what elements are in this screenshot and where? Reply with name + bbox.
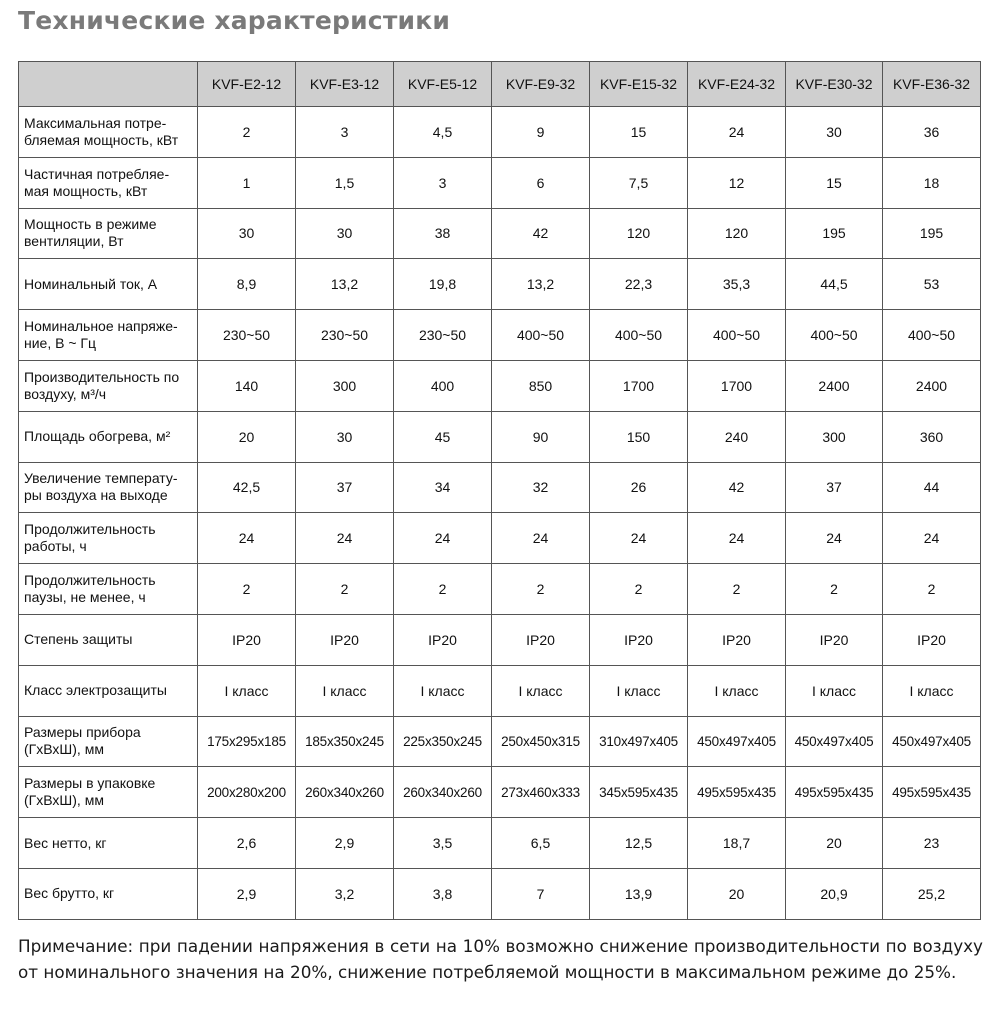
table-cell: 240 [688,411,786,462]
table-row [19,360,981,411]
table-cell: 1700 [590,360,688,411]
table-cell: 450x497x405 [786,716,883,767]
table-cell: I класс [590,665,688,716]
table-cell: 2 [786,564,883,615]
table-cell: 400 [394,360,492,411]
row-label: Номинальный ток, А [19,259,198,310]
table-cell: 495x595x435 [883,767,981,818]
table-cell: 1 [198,157,296,208]
table-cell: 26 [590,462,688,513]
table-cell: 8,9 [198,259,296,310]
table-cell: 7 [492,868,590,919]
table-row [19,665,981,716]
table-cell: 36 [883,107,981,158]
table-cell: 24 [198,513,296,564]
table-cell: 30 [198,208,296,259]
table-cell: 44,5 [786,259,883,310]
table-cell: 400~50 [688,310,786,361]
table-row [19,767,981,818]
table-cell: 2400 [883,360,981,411]
table-cell: 13,2 [492,259,590,310]
table-cell: 24 [296,513,394,564]
table-row [19,818,981,869]
table-cell: 12,5 [590,818,688,869]
table-cell: 1700 [688,360,786,411]
table-cell: 18 [883,157,981,208]
table-cell: 400~50 [883,310,981,361]
table-cell: 24 [394,513,492,564]
table-cell: 24 [883,513,981,564]
table-cell: 38 [394,208,492,259]
table-cell: 30 [296,208,394,259]
table-cell: 4,5 [394,107,492,158]
table-cell: 3,5 [394,818,492,869]
table-cell: 3,8 [394,868,492,919]
table-cell: I класс [786,665,883,716]
specifications-table [18,61,981,920]
table-cell: 345x595x435 [590,767,688,818]
table-cell: 2 [492,564,590,615]
table-cell: 3 [394,157,492,208]
table-cell: 15 [786,157,883,208]
table-cell: 34 [394,462,492,513]
table-row [19,614,981,665]
table-cell: 2400 [786,360,883,411]
row-label: Класс электрозащиты [19,665,198,716]
table-cell: 15 [590,107,688,158]
table-cell: 20,9 [786,868,883,919]
table-cell: 185x350x245 [296,716,394,767]
table-cell: 3,2 [296,868,394,919]
table-row [19,868,981,919]
table-cell: 35,3 [688,259,786,310]
table-cell: 12 [688,157,786,208]
table-cell: IP20 [786,614,883,665]
table-cell: 24 [786,513,883,564]
table-cell: 150 [590,411,688,462]
row-label: Мощность в режиме вентиляции, Вт [19,208,198,259]
table-cell: 400~50 [590,310,688,361]
column-header-model: KVF-E30-32 [786,62,883,107]
table-cell: 230~50 [198,310,296,361]
table-row [19,513,981,564]
table-cell: 24 [590,513,688,564]
table-cell: 6,5 [492,818,590,869]
table-cell: 495x595x435 [786,767,883,818]
table-cell: I класс [296,665,394,716]
table-cell: 1,5 [296,157,394,208]
table-cell: 850 [492,360,590,411]
row-label: Номинальное напряже- ние, В ~ Гц [19,310,198,361]
table-cell: 2,6 [198,818,296,869]
table-cell: 13,9 [590,868,688,919]
table-row [19,259,981,310]
table-cell: 42 [688,462,786,513]
table-cell: 24 [688,107,786,158]
table-cell: 2 [198,564,296,615]
row-label: Вес брутто, кг [19,868,198,919]
table-row [19,716,981,767]
table-row [19,564,981,615]
column-header-model: KVF-E15-32 [590,62,688,107]
table-cell: 450x497x405 [688,716,786,767]
table-cell: 13,2 [296,259,394,310]
table-cell: I класс [883,665,981,716]
row-label: Продолжительность работы, ч [19,513,198,564]
table-cell: IP20 [883,614,981,665]
table-cell: 200x280x200 [198,767,296,818]
table-cell: 400~50 [786,310,883,361]
table-cell: 120 [590,208,688,259]
table-cell: 2 [688,564,786,615]
table-cell: 225x350x245 [394,716,492,767]
table-cell: 30 [786,107,883,158]
table-cell: IP20 [492,614,590,665]
row-label: Продолжительность паузы, не менее, ч [19,564,198,615]
table-cell: IP20 [590,614,688,665]
row-label: Частичная потребляе- мая мощность, кВт [19,157,198,208]
table-cell: I класс [394,665,492,716]
table-cell: 2,9 [198,868,296,919]
row-label: Максимальная потре- бляемая мощность, кВт [19,107,198,158]
table-cell: 19,8 [394,259,492,310]
table-row [19,157,981,208]
table-cell: IP20 [394,614,492,665]
column-header-model: KVF-E2-12 [198,62,296,107]
table-header-row [19,62,981,107]
table-cell: I класс [688,665,786,716]
table-cell: IP20 [296,614,394,665]
table-cell: 2,9 [296,818,394,869]
table-cell: 260x340x260 [394,767,492,818]
column-header-model: KVF-E3-12 [296,62,394,107]
table-cell: 25,2 [883,868,981,919]
column-header-model: KVF-E9-32 [492,62,590,107]
row-label: Увеличение температу- ры воздуха на выходе [19,462,198,513]
table-cell: 230~50 [296,310,394,361]
row-label: Вес нетто, кг [19,818,198,869]
table-cell: 45 [394,411,492,462]
table-cell: 140 [198,360,296,411]
table-cell: 37 [786,462,883,513]
table-cell: 20 [786,818,883,869]
table-cell: 22,3 [590,259,688,310]
table-cell: 23 [883,818,981,869]
table-cell: 30 [296,411,394,462]
table-cell: 42 [492,208,590,259]
table-cell: 53 [883,259,981,310]
table-cell: 300 [786,411,883,462]
table-cell: 37 [296,462,394,513]
table-cell: 2 [883,564,981,615]
header-corner-cell [19,62,198,107]
table-cell: 24 [688,513,786,564]
table-cell: 6 [492,157,590,208]
footnote: Примечание: при падении напряжения в сети на 10% возможно снижение производительности по воздуху от номинального значения на 20%, снижение потребляемой мощности в максимальном режиме до 25%. [18,936,983,982]
table-cell: 32 [492,462,590,513]
table-cell: 195 [786,208,883,259]
table-cell: 3 [296,107,394,158]
table-cell: 7,5 [590,157,688,208]
table-row [19,310,981,361]
table-cell: 273x460x333 [492,767,590,818]
table-cell: 44 [883,462,981,513]
table-body [19,107,981,920]
row-label: Размеры прибора (ГхВхШ), мм [19,716,198,767]
table-row [19,107,981,158]
table-cell: 90 [492,411,590,462]
column-header-model: KVF-E5-12 [394,62,492,107]
table-cell: 300 [296,360,394,411]
table-cell: 42,5 [198,462,296,513]
table-row [19,411,981,462]
table-cell: 400~50 [492,310,590,361]
table-cell: 175x295x185 [198,716,296,767]
row-label: Производительность по воздуху, м³/ч [19,360,198,411]
table-cell: IP20 [198,614,296,665]
table-cell: 195 [883,208,981,259]
table-cell: I класс [198,665,296,716]
table-cell: IP20 [688,614,786,665]
table-cell: 250x450x315 [492,716,590,767]
table-cell: 2 [394,564,492,615]
table-cell: 2 [296,564,394,615]
table-cell: 18,7 [688,818,786,869]
row-label: Площадь обогрева, м² [19,411,198,462]
table-row [19,462,981,513]
table-cell: 230~50 [394,310,492,361]
table-cell: 120 [688,208,786,259]
table-cell: 24 [492,513,590,564]
table-cell: 450x497x405 [883,716,981,767]
column-header-model: KVF-E36-32 [883,62,981,107]
table-cell: I класс [492,665,590,716]
table-cell: 9 [492,107,590,158]
table-cell: 495x595x435 [688,767,786,818]
table-cell: 2 [198,107,296,158]
table-cell: 20 [688,868,786,919]
table-cell: 310x497x405 [590,716,688,767]
column-header-model: KVF-E24-32 [688,62,786,107]
row-label: Размеры в упаковке (ГхВхШ), мм [19,767,198,818]
table-cell: 2 [590,564,688,615]
table-cell: 260x340x260 [296,767,394,818]
row-label: Степень защиты [19,614,198,665]
table-cell: 20 [198,411,296,462]
table-cell: 360 [883,411,981,462]
table-row [19,208,981,259]
page-title: Технические характеристики [18,6,451,35]
